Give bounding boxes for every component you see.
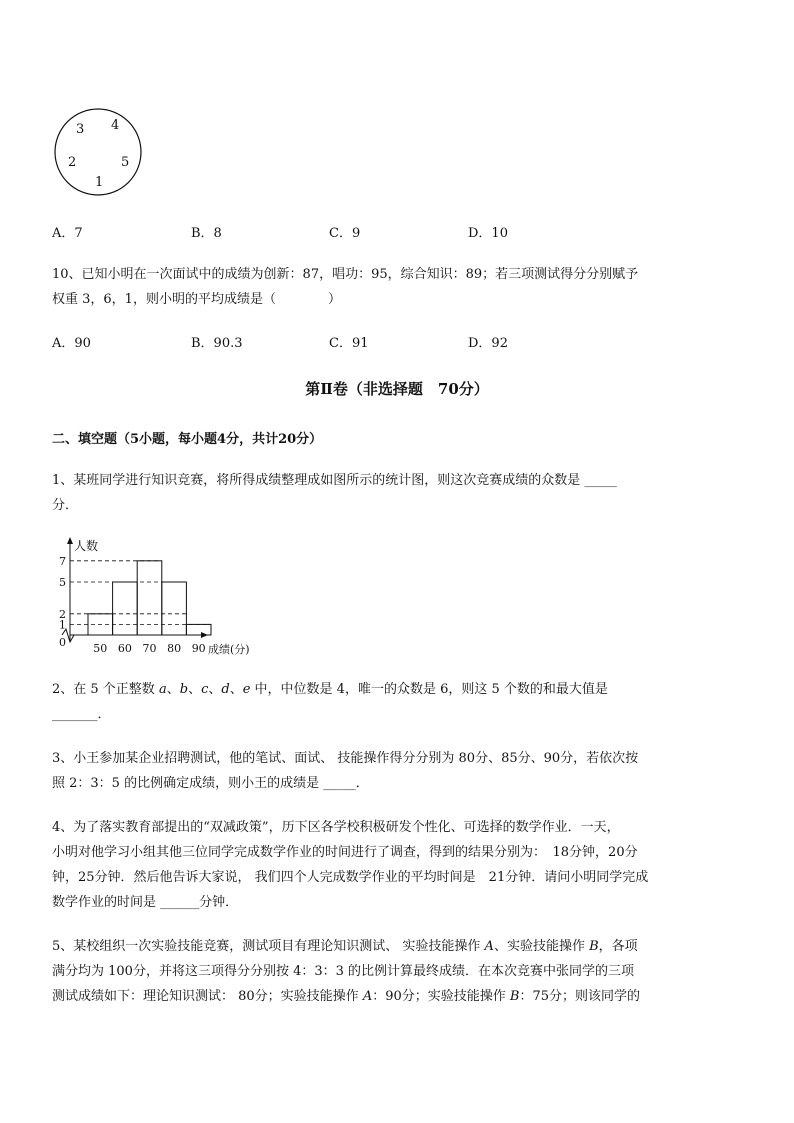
q9-option-d: D．10 (468, 226, 508, 241)
circle-number-1: 1 (95, 175, 104, 190)
q5-line-3-b: ：90分；实验技能操作 (372, 989, 510, 1004)
q2-line-2: _______． (52, 707, 111, 722)
y-tick-label-5: 5 (59, 576, 66, 589)
q9-option-a: A．7 (52, 226, 83, 241)
bar-60 (113, 582, 138, 635)
fill-in-section-heading: 二、填空题（5小题，每小题4分，共计20分） (52, 432, 323, 447)
q2-var-b: b (179, 682, 189, 697)
question-3 (52, 746, 742, 796)
q2-line-1: 2、在 5 个正整数 a、b、c、d、e 中，中位数是 4，唯一的众数是 6，则这 5 个数的和最大值是 (52, 682, 608, 697)
q5-line-2: 满分均为 100分，并将这三项得分分别按 4：3：3 的比例计算最终成绩．在本次竞赛中张同学的三项 (52, 964, 635, 979)
q5-var-b-2: B (509, 989, 520, 1004)
q5-var-b: B (589, 939, 599, 954)
q5-line-1-b: 、实验技能操作 (493, 939, 590, 954)
q4-line-3: 钟，25分钟．然后他告诉大家说， 我们四个人完成数学作业的平均时间是 21分钟．请问小明同学完成 (52, 870, 649, 885)
x-tick-label-60: 60 (117, 642, 132, 655)
q5-line-3 (52, 984, 742, 1009)
q2-var-d: d (221, 682, 230, 697)
circle-number-4: 4 (111, 118, 120, 133)
x-tick-label-70: 70 (142, 642, 157, 655)
y-tick-label-7: 7 (59, 554, 66, 568)
x-tick-label-50: 50 (93, 642, 108, 655)
q5-line-3-c: ：75分；则该同学的 (519, 989, 640, 1004)
q4-line-4: 数学作业的时间是 ______分钟． (52, 895, 239, 910)
q2-var-c: c (201, 682, 209, 697)
question-10 (52, 262, 742, 312)
x-tick-label-80: 80 (167, 642, 182, 655)
q3-line-1: 3、小王参加某企业招聘测试，他的笔试、面试、 技能操作得分分别为 80分、85分、90分，若依次按 (52, 751, 639, 766)
circle-figure (50, 106, 150, 196)
q5-var-a-2: A (362, 989, 373, 1004)
q2-var-a: a (158, 682, 167, 697)
x-axis-label: 成绩(分) (208, 643, 250, 656)
question-1 (52, 468, 742, 518)
y-axis-arrow (67, 537, 73, 544)
q10-option-d: D．92 (468, 336, 508, 351)
circle-number-5: 5 (121, 155, 130, 170)
q2-var-e: e (242, 682, 251, 697)
q9-option-b: B．8 (191, 226, 222, 241)
q1-line-1: 1、某班同学进行知识竞赛，将所得成绩整理成如图所示的统计图，则这次竞赛成绩的众数是 _____ (52, 473, 617, 488)
q10-line-1: 10、已知小明在一次面试中的成绩为创新：87，唱功：95，综合知识：89；若三项测试得分分别赋予 (52, 267, 639, 282)
circle-number-3: 3 (76, 122, 85, 137)
y-axis-label: 人数 (74, 539, 99, 553)
q5-var-a: A (484, 939, 494, 954)
question-2 (52, 677, 742, 727)
q5-line-3-a: 测试成绩如下：理论知识测试： 80分；实验技能操作 (52, 989, 363, 1004)
q3-line-2: 照 2：3：5 的比例确定成绩，则小王的成绩是 _____． (52, 776, 369, 791)
q10-line-2: 权重 3，6，1，则小明的平均成绩是（ ） (52, 292, 341, 307)
q10-option-b: B．90.3 (191, 336, 243, 351)
circle-number-2: 2 (68, 155, 77, 170)
q2-line-1-post: 中，中位数是 4，唯一的众数是 6，则这 5 个数的和最大值是 (250, 682, 608, 697)
x-tick-label-90: 90 (191, 642, 206, 655)
y-tick-label-1: 1 (59, 618, 66, 632)
q9-option-c: C．9 (329, 226, 361, 241)
q5-line-1 (52, 934, 742, 959)
question-5 (52, 934, 742, 1009)
bar-80 (162, 582, 187, 635)
q10-option-c: C．91 (329, 336, 369, 351)
q1-line-2: 分． (52, 498, 79, 513)
q10-option-a: A．90 (52, 336, 91, 351)
score-histogram (52, 534, 272, 660)
question-4 (52, 815, 742, 915)
y-tick-label-0: 0 (59, 636, 66, 649)
q5-line-1-a: 5、某校组织一次实验技能竞赛，测试项目有理论知识测试、 实验技能操作 (52, 939, 485, 954)
q4-line-2: 小明对他学习小组其他三位同学完成数学作业的时间进行了调查，得到的结果分别为： 18分钟，20分 (52, 845, 638, 860)
q4-line-1: 4、为了落实教育部提出的“双减政策”，历下区各学校积极研发个性化、可选择的数学作业．一天， (52, 820, 620, 835)
bar-70 (137, 561, 162, 635)
y-tick-label-2: 2 (59, 607, 66, 621)
bar-90 (186, 624, 211, 635)
q2-line-1-pre: 2、在 5 个正整数 (52, 682, 159, 697)
section-2-title: 第Ⅱ卷（非选择题 70分） (305, 380, 489, 398)
q5-line-1-c: ，各项 (598, 939, 638, 954)
